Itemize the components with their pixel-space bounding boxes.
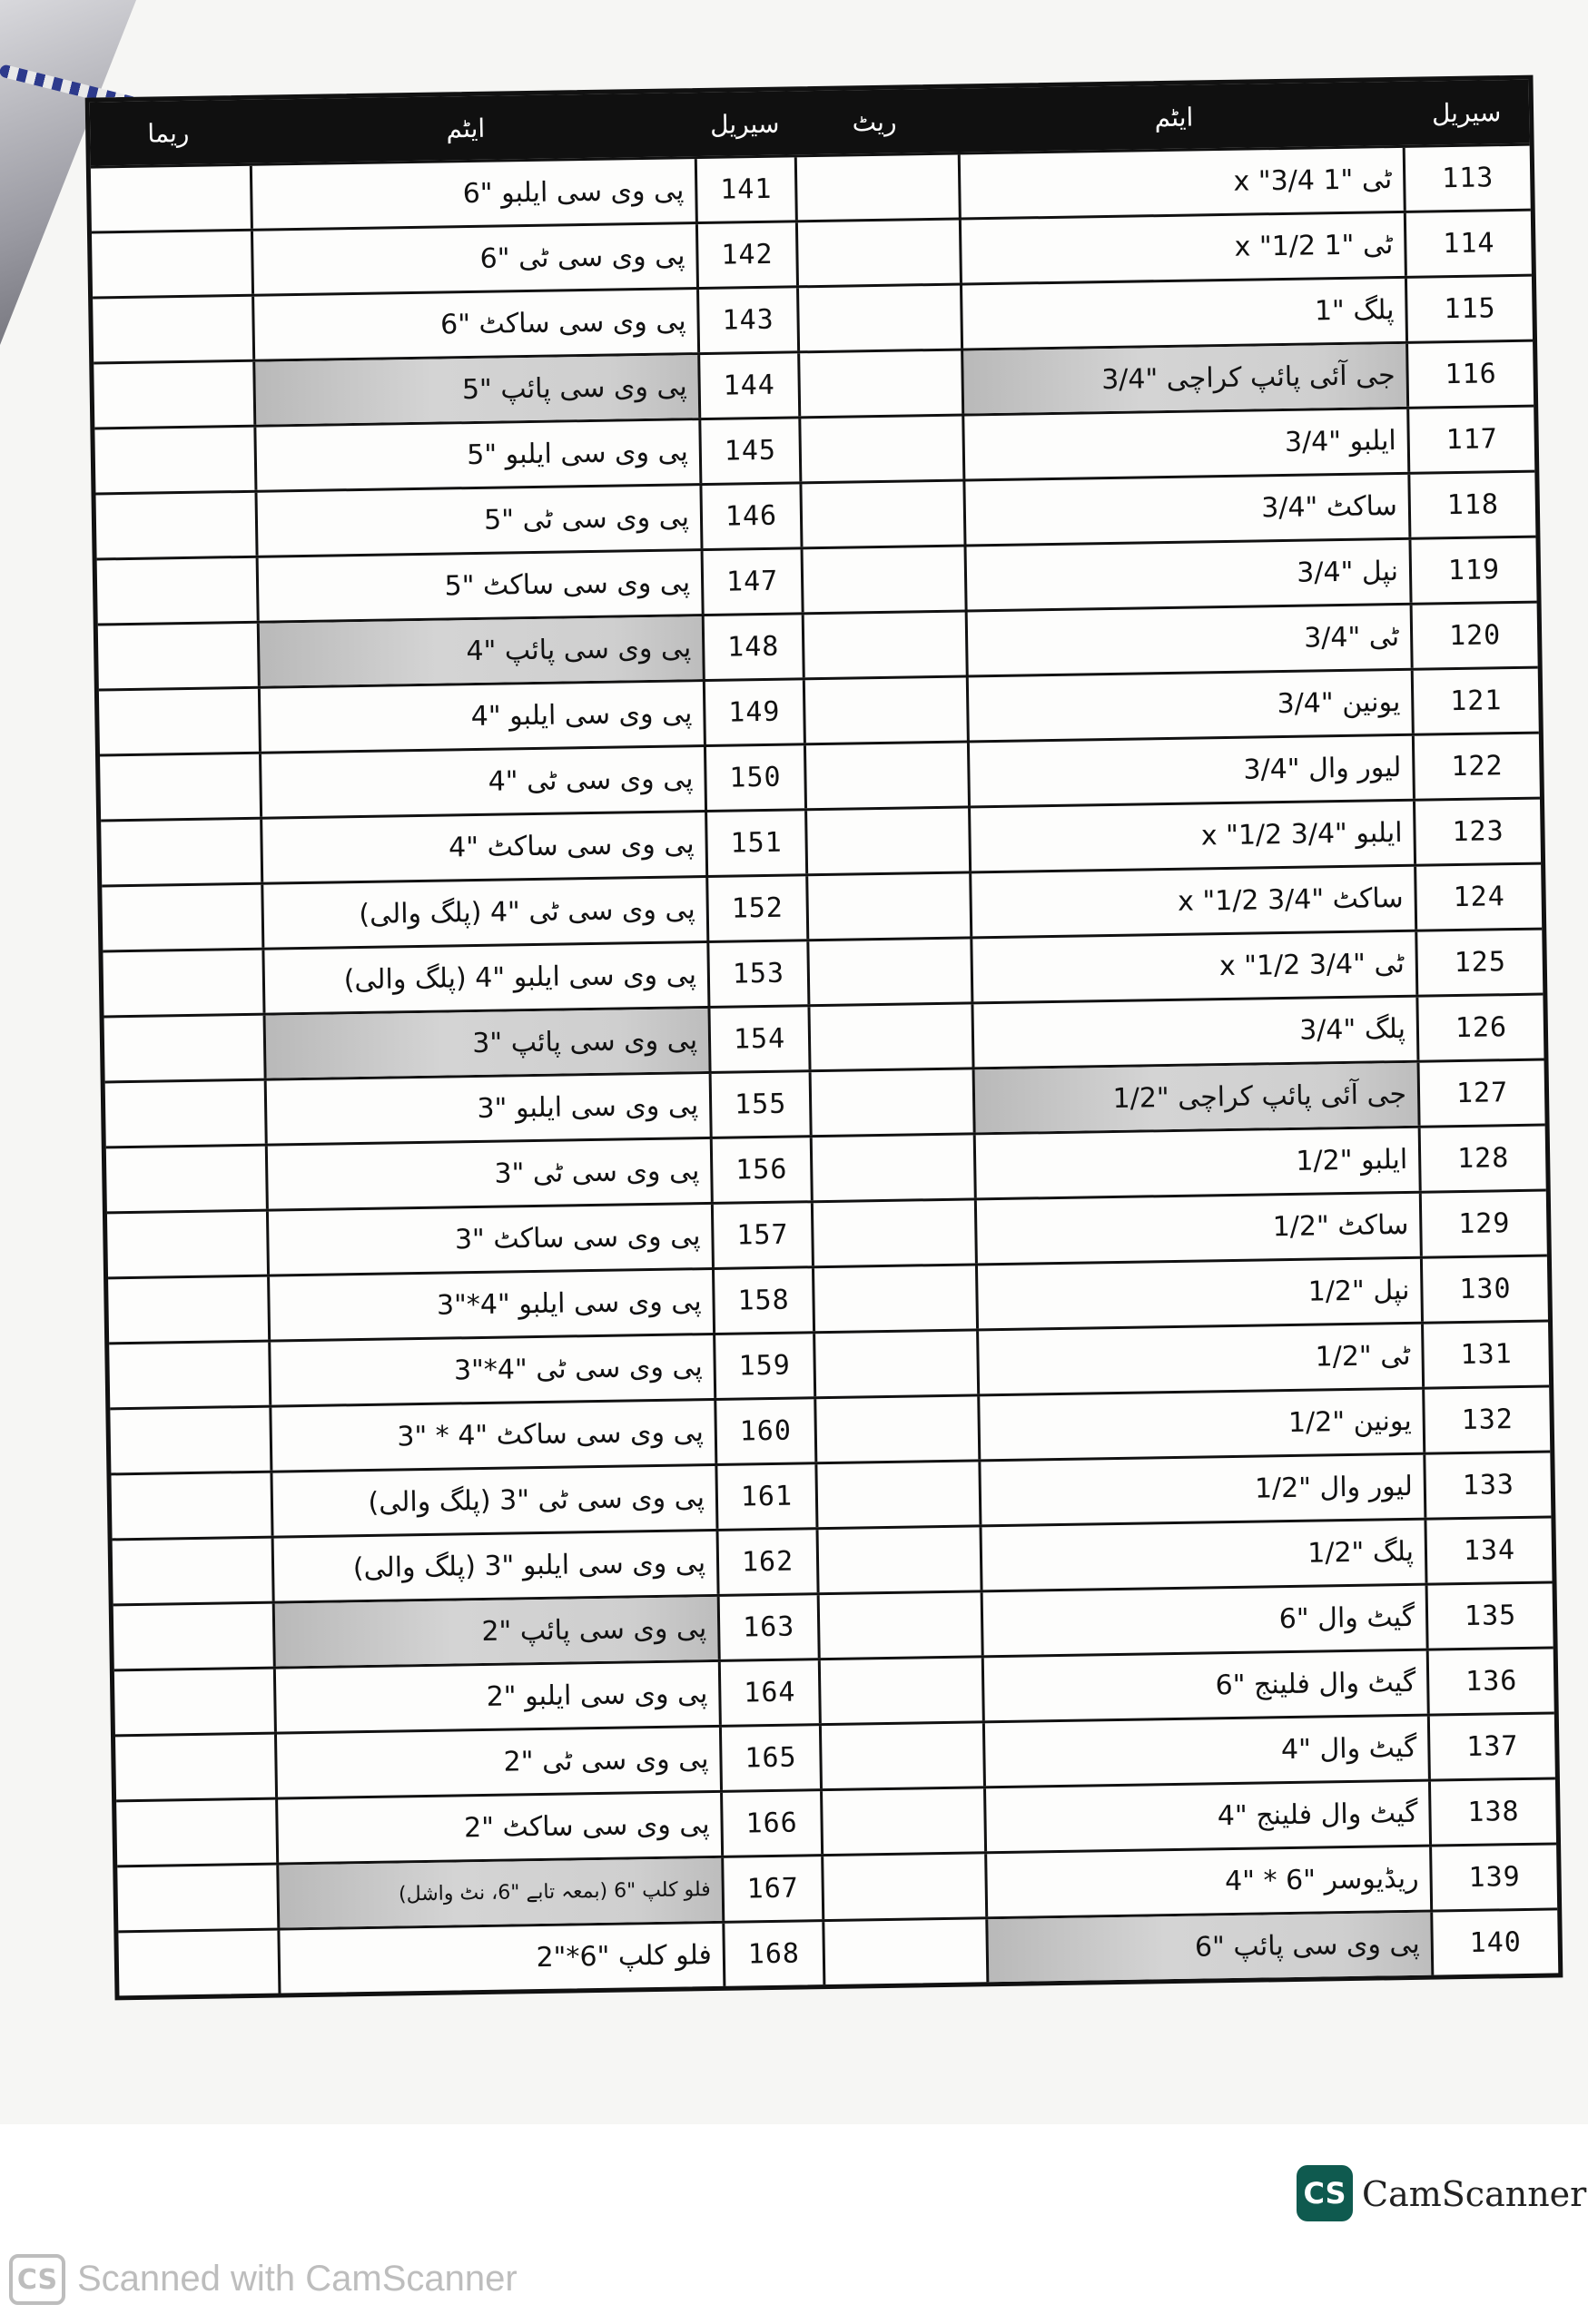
item-text: لیور وال "3/4 [1243,751,1402,786]
item-cell-left [268,1335,714,1405]
item-cell-right [977,1390,1423,1460]
item-text: جی آئی پائپ کراچی "1/2 [1112,1078,1407,1116]
serial-cell-right [1419,1192,1547,1256]
serial-cell-left [721,1856,822,1921]
serial-cell-left [713,1334,814,1398]
item-cell-left [252,355,698,425]
item-text: پی وی سی ایلبو "4 (پلگ والی) [343,959,697,997]
item-cell-right [985,1913,1431,1983]
rate-cell [813,1331,977,1396]
serial-cell-right [1418,1127,1546,1191]
serial-cell-left [709,1072,810,1137]
header-item-right: ایٹم [1154,101,1194,133]
rate-cell [801,547,965,613]
item-text: نپل "3/4 [1297,556,1399,589]
rate-cell [814,1396,978,1462]
item-text: گیٹ وال فلینج "4 [1217,1797,1418,1833]
serial-number: 166 [745,1807,798,1840]
item-cell-left [266,1205,712,1275]
serial-number: 149 [727,695,781,729]
item-text: ایلبو "1/2 [1296,1143,1408,1177]
serial-cell-right [1412,734,1540,799]
serial-cell-left [697,353,798,418]
rate-cell [818,1658,982,1723]
item-cell-left [261,943,707,1013]
serial-cell-right [1421,1323,1549,1387]
serial-cell-left [699,484,800,548]
remarks-cell [115,1735,275,1800]
item-cell-right [967,736,1413,806]
serial-cell-right [1424,1518,1552,1582]
serial-number: 131 [1460,1338,1513,1372]
item-text: ٹی "1 x "1/2 [1234,229,1394,263]
rate-cell [805,873,970,939]
item-cell-left [256,551,702,621]
remarks-cell [94,428,254,493]
item-cell-left [273,1662,719,1732]
item-cell-left [261,878,706,948]
item-cell-left [276,1858,722,1928]
item-text: پی وی سی ٹی "3 (پلگ والی) [368,1482,705,1519]
item-cell-left [270,1466,715,1536]
serial-number: 125 [1454,946,1507,980]
item-cell-right [975,1259,1421,1329]
remarks-cell [93,297,252,362]
serial-number: 126 [1455,1011,1508,1045]
serial-number: 146 [725,499,778,533]
item-text: پی وی سی ٹی "4 (پلگ والی) [359,893,696,931]
price-table [85,75,1563,2001]
serial-cell-right [1426,1649,1554,1713]
remarks-cell [111,1473,271,1539]
serial-number: 156 [735,1153,788,1187]
remarks-cell [102,885,261,950]
item-cell-left [267,1270,713,1340]
item-cell-right [971,998,1416,1068]
remarks-cell [99,689,259,754]
item-text: پی وی سی ایلبو "3 [477,1089,699,1126]
serial-cell-left [714,1399,814,1463]
item-cell-left [269,1401,715,1471]
item-cell-right [972,1063,1418,1133]
serial-cell-right [1414,865,1542,930]
item-cell-left [259,747,705,817]
serial-number: 114 [1442,227,1495,261]
serial-cell-left [716,1530,817,1594]
item-cell-right [968,802,1414,872]
remarks-cell [108,1277,268,1343]
item-text: پی وی سی ٹی "3 [494,1155,700,1190]
serial-cell-right [1428,1779,1556,1844]
rate-cell [804,808,969,873]
item-cell-right [962,409,1407,479]
serial-number: 117 [1445,423,1499,457]
remarks-cell [116,1800,276,1866]
serial-number: 155 [734,1088,787,1121]
remarks-cell [106,1147,266,1212]
remarks-cell [101,820,261,885]
remarks-cell [97,558,257,624]
serial-cell-right [1413,800,1541,864]
item-text: پی وی سی ایلبو "6 [462,174,685,211]
item-cell-right [984,1847,1430,1917]
item-text: فلو کلپ "6 (بمعہ تابے "6، نٹ واشل) [398,1878,711,1906]
serial-number: 120 [1448,619,1502,653]
serial-cell-left [718,1660,819,1725]
item-text: پی وی سی ساکٹ "4 * "3 [397,1416,705,1453]
item-text: ایلبو "3/4 x "1/2 [1200,816,1403,852]
serial-number: 128 [1456,1142,1510,1176]
item-cell-left [271,1531,717,1601]
item-text: پلگ "3/4 [1298,1012,1406,1047]
remarks-cell [117,1866,277,1931]
serial-cell-right [1422,1388,1550,1452]
serial-cell-left [702,615,803,679]
item-cell-left [264,1074,710,1144]
item-text: پلگ "1 [1314,294,1395,328]
header-item-left: ایٹم [446,113,486,143]
item-cell-right [966,671,1412,741]
rate-cell [810,1135,974,1200]
item-cell-left [257,616,703,686]
serial-cell-right [1403,146,1531,211]
serial-number: 130 [1459,1273,1512,1306]
remarks-cell [92,231,252,297]
item-cell-left [251,224,696,294]
remarks-cell [118,1931,278,1996]
serial-number: 135 [1464,1600,1517,1632]
serial-number: 152 [731,891,784,925]
serial-cell-right [1404,212,1532,276]
item-text: یونین "1/2 [1287,1404,1412,1440]
serial-number: 116 [1445,358,1497,391]
rate-cell [817,1592,981,1658]
serial-number: 137 [1465,1730,1519,1763]
remarks-cell [107,1212,267,1277]
item-text: پی وی سی ٹی "4*"3 [453,1351,703,1387]
item-text: ساکٹ "3/4 x "1/2 [1177,881,1404,918]
item-text: جی آئی پائپ کراچی "3/4 [1100,359,1396,397]
rate-cell [803,677,967,743]
serial-cell-left [707,1007,808,1071]
item-cell-right [983,1782,1429,1852]
item-text: پی وی سی ٹی "2 [503,1743,709,1778]
serial-number: 119 [1447,554,1501,587]
item-cell-left [263,1009,709,1078]
serial-number: 140 [1469,1926,1523,1959]
serial-cell-right [1406,408,1534,472]
serial-number: 150 [729,761,782,794]
item-text: ساکٹ "3/4 [1260,490,1398,525]
item-cell-right [961,344,1406,414]
serial-number: 167 [746,1872,800,1905]
remarks-cell [110,1408,270,1473]
item-text: ٹی "3/4 [1303,620,1400,655]
remarks-cell [114,1669,274,1735]
item-cell-right [965,606,1411,675]
serial-number: 164 [743,1676,796,1709]
item-cell-right [962,475,1408,545]
item-cell-left [265,1139,711,1209]
item-text: پی وی سی ایلبو "4*"3 [436,1285,702,1322]
serial-number: 141 [719,172,773,206]
serial-cell-right [1415,931,1543,995]
item-cell-right [960,279,1406,349]
serial-number: 145 [724,434,777,468]
item-cell-right [982,1717,1428,1787]
item-cell-right [970,932,1415,1002]
rate-cell [798,417,962,482]
item-cell-right [976,1324,1422,1394]
serial-number: 118 [1446,488,1500,522]
item-text: پی وی سی پائپ "5 [461,370,687,407]
serial-number: 123 [1452,815,1504,849]
serial-cell-left [703,680,804,744]
rate-cell [802,613,966,678]
remarks-cell [91,166,251,231]
serial-cell-left [712,1268,813,1333]
serial-number: 133 [1462,1469,1515,1502]
item-text: پی وی سی ساکٹ "4 [448,828,695,864]
header-serial-left: سیریل [709,108,780,140]
item-text: پی وی سی ایلبو "4 [470,697,693,734]
rate-cell [822,1919,986,1984]
serial-cell-left [704,745,804,810]
header-rate: ریٹ [852,106,897,137]
item-text: ٹی "3/4 x "1/2 [1218,947,1406,983]
remarks-cell [113,1604,273,1669]
item-cell-left [274,1728,720,1797]
item-text: پی وی سی پائپ "3 [471,1024,698,1060]
rate-cell [804,743,968,808]
serial-cell-left [717,1595,818,1659]
serial-number: 153 [732,957,785,990]
serial-number: 143 [722,303,774,337]
rate-cell [811,1200,975,1265]
rate-cell [816,1527,981,1592]
item-text: یونین "3/4 [1277,685,1401,721]
serial-cell-left [705,876,806,940]
item-text: پی وی سی ٹی "6 [479,240,686,275]
serial-number: 159 [738,1349,792,1383]
footer-watermark: Scanned with CamScanner [77,2259,518,2299]
item-text: پی وی سی پائپ "6 [1194,1927,1421,1964]
serial-cell-right [1406,342,1534,407]
serial-number: 157 [736,1218,789,1252]
serial-number: 124 [1453,881,1506,914]
serial-number: 136 [1465,1665,1518,1698]
item-cell-right [981,1651,1427,1721]
item-cell-left [254,486,700,556]
item-cell-left [260,812,705,882]
item-cell-right [974,1194,1420,1264]
item-text: فلو کلپ "6*"2 [536,1939,713,1974]
serial-cell-right [1429,1845,1557,1909]
item-text: لیور وال "1/2 [1254,1470,1414,1505]
serial-number: 127 [1455,1077,1509,1110]
rate-cell [812,1265,976,1331]
serial-number: 147 [725,565,779,598]
item-text: پی وی سی ساکٹ "6 [439,305,686,341]
serial-number: 162 [741,1545,794,1579]
serial-cell-right [1417,1061,1545,1126]
rate-cell [797,351,962,417]
rate-cell [799,482,963,547]
serial-number: 129 [1457,1207,1511,1241]
rate-cell [814,1462,979,1527]
camscanner-logo-icon: CS [1297,2165,1353,2221]
serial-number: 122 [1451,750,1504,783]
serial-number: 160 [739,1414,793,1448]
item-cell-left [258,682,704,752]
serial-cell-right [1408,538,1536,603]
item-cell-left [275,1793,721,1863]
item-text: ریڈیوسر "6 * "4 [1224,1862,1419,1898]
serial-cell-right [1427,1714,1555,1778]
serial-cell-right [1411,669,1539,734]
serial-number: 121 [1449,684,1503,718]
serial-number: 142 [721,238,774,271]
serial-number: 154 [733,1022,786,1056]
remarks-cell [96,493,256,558]
serial-cell-left [722,1922,823,1986]
item-cell-right [973,1128,1419,1198]
serial-number: 161 [740,1480,794,1513]
rate-cell [819,1723,983,1788]
remarks-cell [105,1081,265,1147]
serial-number: 132 [1461,1403,1514,1437]
serial-cell-right [1430,1910,1558,1974]
item-cell-right [981,1586,1426,1656]
item-cell-right [979,1521,1425,1590]
serial-cell-left [705,811,805,875]
serial-number: 134 [1463,1534,1516,1568]
item-text: پی وی سی ساکٹ "2 [463,1808,710,1845]
item-text: پی وی سی ایلبو "2 [486,1678,708,1713]
item-cell-right [969,867,1415,937]
header-serial-right: سیریل [1431,96,1502,128]
serial-cell-left [695,157,795,222]
serial-cell-right [1415,996,1544,1060]
serial-cell-left [720,1791,821,1856]
remarks-cell [100,754,260,820]
serial-cell-left [715,1464,815,1529]
item-cell-left [250,159,695,229]
camscanner-brand: CamScanner [1362,2174,1587,2214]
serial-number: 148 [726,630,780,664]
item-text: پی وی سی ایلبو "5 [466,436,689,472]
serial-number: 144 [723,369,776,402]
item-text: ایلبو "3/4 [1284,425,1397,458]
serial-cell-right [1407,473,1535,537]
item-text: پی وی سی پائپ "2 [481,1612,707,1649]
remarks-cell [104,1016,264,1081]
item-cell-left [252,290,697,359]
serial-number: 158 [737,1284,790,1317]
serial-cell-left [706,941,807,1006]
item-cell-left [277,1924,723,1994]
remarks-cell [98,624,258,689]
item-text: گیٹ وال "4 [1280,1731,1417,1767]
serial-number: 165 [745,1741,797,1775]
rate-cell [794,155,959,221]
serial-cell-left [701,549,802,614]
serial-cell-right [1405,277,1533,341]
serial-number: 113 [1441,162,1494,195]
serial-cell-left [711,1203,812,1267]
serial-cell-left [698,419,799,483]
item-text: پی وی سی ساکٹ "3 [454,1220,701,1256]
header-remarks: ریما [147,117,190,149]
item-text: پلگ "1/2 [1307,1535,1415,1570]
item-cell-right [959,213,1405,283]
serial-cell-right [1423,1452,1551,1517]
rate-cell [820,1788,984,1854]
rate-cell [807,1004,972,1069]
serial-number: 115 [1444,292,1496,326]
serial-cell-left [695,222,796,287]
rate-cell [806,939,971,1004]
serial-number: 139 [1468,1861,1521,1894]
serial-number: 163 [742,1610,795,1644]
rate-cell [809,1069,973,1135]
serial-cell-left [696,288,797,352]
item-text: پی وی سی ٹی "4 [488,763,694,798]
serial-cell-right [1410,604,1538,668]
item-cell-right [978,1455,1424,1525]
item-text: گیٹ وال "6 [1278,1600,1415,1636]
item-cell-right [964,540,1410,610]
table-body [91,143,1558,1996]
item-text: ساکٹ "1/2 [1272,1208,1409,1244]
item-text: پی وی سی ٹی "5 [483,501,690,537]
serial-cell-right [1425,1583,1553,1648]
item-text: پی وی سی ساکٹ "5 [444,566,691,603]
remarks-cell [109,1343,269,1408]
item-cell-left [272,1597,718,1667]
serial-number: 168 [747,1937,801,1971]
item-text: گیٹ وال فلینج "6 [1215,1666,1416,1702]
rate-cell [795,221,960,286]
serial-cell-right [1420,1257,1548,1322]
footer-cs-icon: CS [9,2254,65,2305]
item-text: پی وی سی ایلبو "3 (پلگ والی) [352,1547,706,1585]
item-cell-right [958,148,1404,218]
item-text: ٹی "1/2 [1315,1339,1411,1374]
rate-cell [821,1854,985,1919]
serial-cell-left [719,1726,820,1790]
remarks-cell [103,950,262,1016]
rate-cell [796,286,961,351]
item-text: پی وی سی پائپ "4 [466,632,692,668]
serial-number: 138 [1467,1796,1520,1828]
item-text: ٹی "1 x "3/4 [1233,163,1393,198]
serial-number: 151 [730,826,783,860]
serial-cell-left [710,1137,811,1202]
remarks-cell [113,1539,272,1604]
remarks-cell [94,362,253,428]
item-cell-left [253,420,699,490]
item-text: نپل "1/2 [1307,1274,1410,1308]
